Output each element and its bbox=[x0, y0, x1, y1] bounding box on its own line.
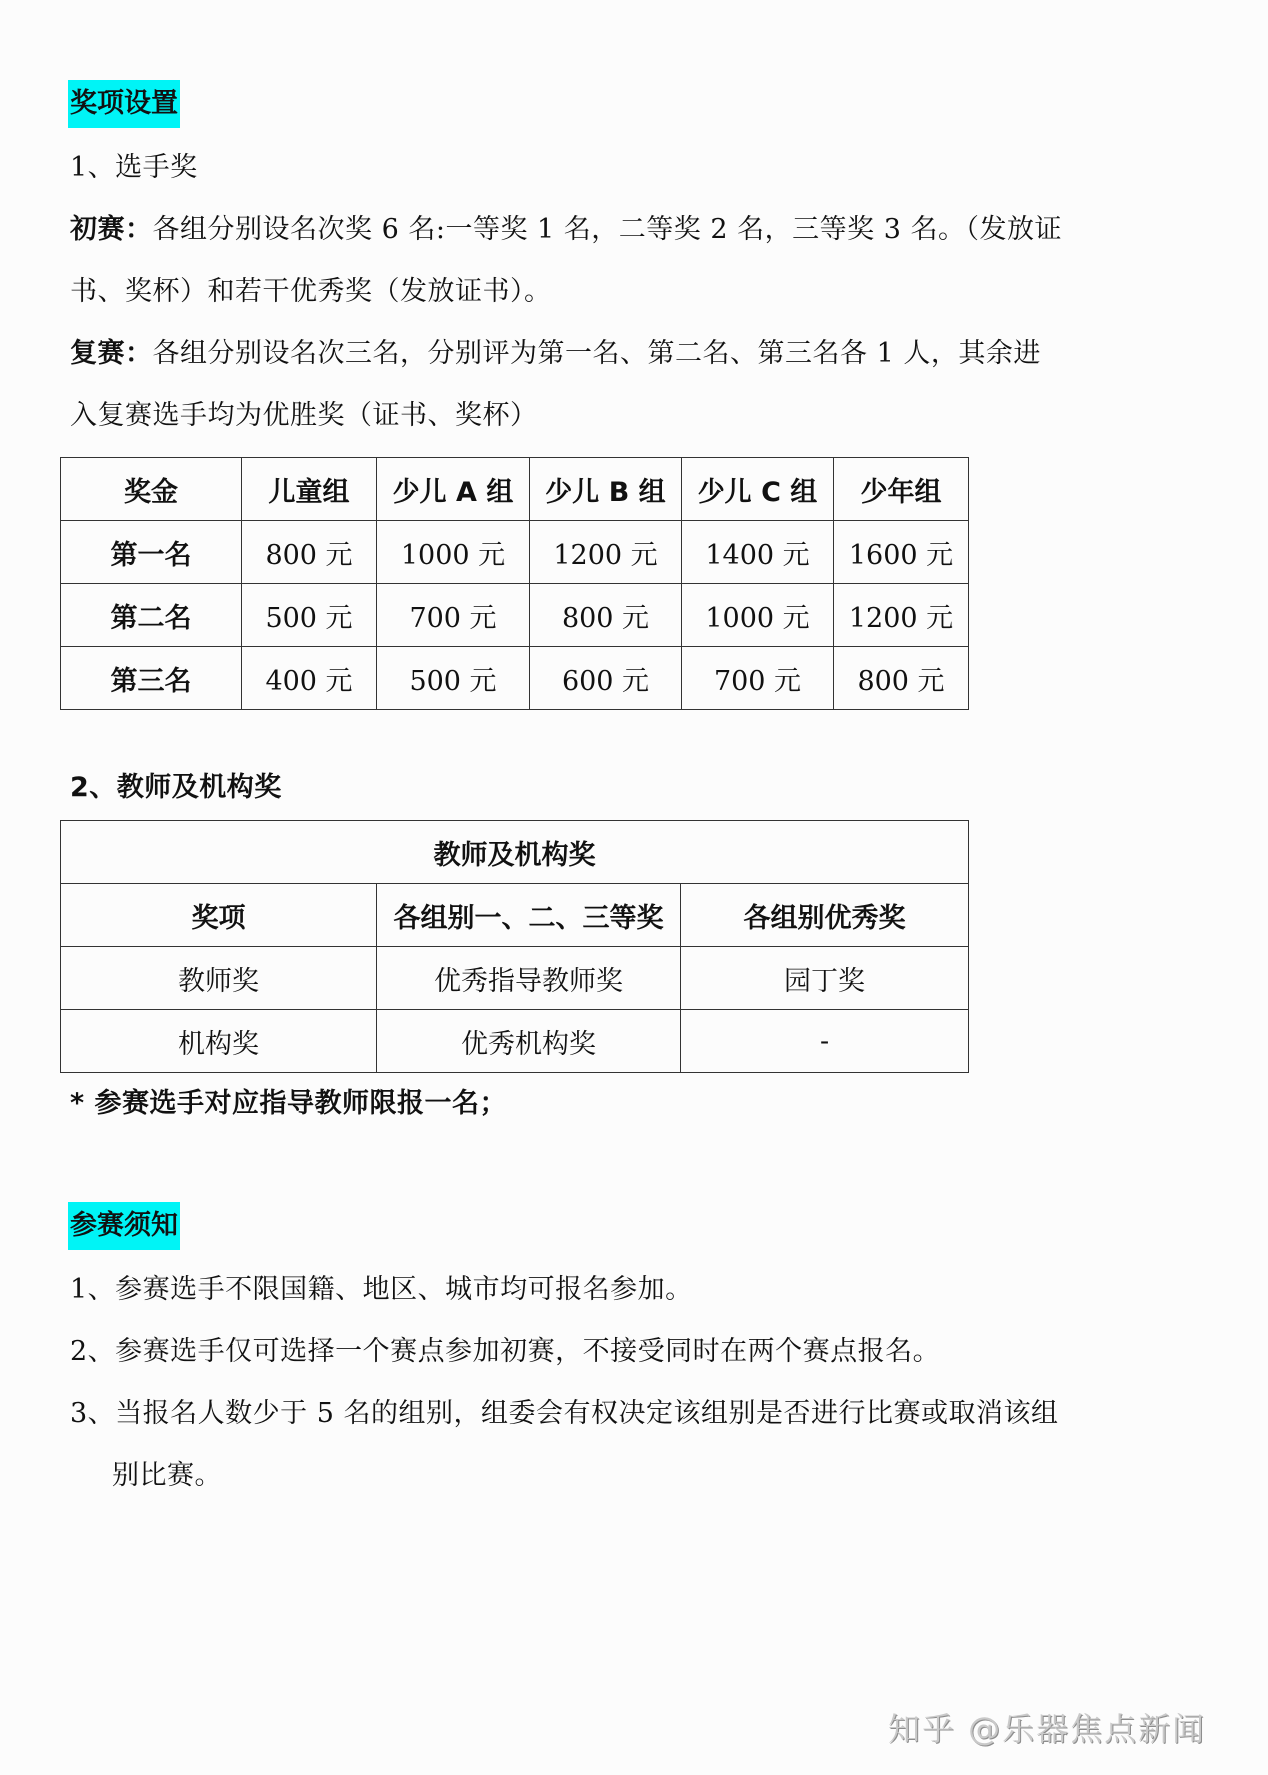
prize-cell: 1000 元 bbox=[377, 521, 530, 584]
rematch-text: 各组分别设名次三名，分别评为第一名、第二名、第三名各 1 人，其余进 bbox=[152, 338, 1041, 369]
teacher-table-header-row bbox=[61, 884, 969, 947]
table-row bbox=[61, 1010, 969, 1073]
award-type-cell: 教师奖 bbox=[61, 947, 377, 1010]
prize-cell: 1600 元 bbox=[834, 521, 969, 584]
prize-cell: 700 元 bbox=[682, 647, 834, 710]
prize-header-cell: 少儿 A 组 bbox=[377, 458, 530, 521]
teacher-limit-note: * 参赛选手对应指导教师限报一名； bbox=[70, 1088, 508, 1119]
award-type-cell: 机构奖 bbox=[61, 1010, 377, 1073]
prize-cell: 1200 元 bbox=[530, 521, 682, 584]
prize-cell: 400 元 bbox=[242, 647, 377, 710]
prize-header-cell: 少儿 C 组 bbox=[682, 458, 834, 521]
rematch-paragraph-line2: 入复赛选手均为优胜奖（证书、奖杯） bbox=[70, 400, 538, 431]
preliminary-paragraph-line1 bbox=[70, 210, 1062, 250]
notice-item: 3、当报名人数少于 5 名的组别，组委会有权决定该组别是否进行比赛或取消该组 bbox=[70, 1398, 1059, 1429]
rank-cell: 第二名 bbox=[61, 584, 242, 647]
teacher-table-title-row bbox=[61, 821, 969, 884]
rank-cell: 第三名 bbox=[61, 647, 242, 710]
prize-header-cell: 少年组 bbox=[834, 458, 969, 521]
teacher-award-table bbox=[60, 820, 969, 1073]
notice-item-continuation: 别比赛。 bbox=[112, 1460, 222, 1491]
award-cell: - bbox=[681, 1010, 969, 1073]
teacher-header-cell: 奖项 bbox=[61, 884, 377, 947]
prize-cell: 600 元 bbox=[530, 647, 682, 710]
notice-item: 2、参赛选手仅可选择一个赛点参加初赛，不接受同时在两个赛点报名。 bbox=[70, 1336, 941, 1367]
prize-cell: 500 元 bbox=[377, 647, 530, 710]
award-cell: 园丁奖 bbox=[681, 947, 969, 1010]
prize-cell: 800 元 bbox=[242, 521, 377, 584]
prize-table bbox=[60, 457, 969, 710]
prize-cell: 1000 元 bbox=[682, 584, 834, 647]
table-row bbox=[61, 584, 969, 647]
rematch-label: 复赛： bbox=[70, 338, 153, 369]
notice-section-heading: 参赛须知 bbox=[68, 1202, 180, 1250]
prize-cell: 800 元 bbox=[834, 647, 969, 710]
prize-header-cell: 少儿 B 组 bbox=[530, 458, 682, 521]
table-row bbox=[61, 647, 969, 710]
prize-header-cell: 儿童组 bbox=[242, 458, 377, 521]
teacher-award-heading: 2、教师及机构奖 bbox=[70, 772, 282, 803]
prize-cell: 800 元 bbox=[530, 584, 682, 647]
teacher-header-cell: 各组别优秀奖 bbox=[681, 884, 969, 947]
rank-cell: 第一名 bbox=[61, 521, 242, 584]
table-row bbox=[61, 947, 969, 1010]
table-row bbox=[61, 521, 969, 584]
award-cell: 优秀指导教师奖 bbox=[377, 947, 681, 1010]
teacher-header-cell: 各组别一、二、三等奖 bbox=[377, 884, 681, 947]
preliminary-paragraph-line2: 书、奖杯）和若干优秀奖（发放证书）。 bbox=[70, 276, 552, 307]
preliminary-label: 初赛： bbox=[70, 214, 153, 245]
preliminary-text: 各组分别设名次奖 6 名:一等奖 1 名，二等奖 2 名，三等奖 3 名。（发放证 bbox=[152, 214, 1062, 245]
prize-cell: 500 元 bbox=[242, 584, 377, 647]
zhihu-watermark: 知乎 @乐器焦点新闻 bbox=[888, 1710, 1207, 1748]
notice-item: 1、参赛选手不限国籍、地区、城市均可报名参加。 bbox=[70, 1274, 693, 1305]
award-cell: 优秀机构奖 bbox=[377, 1010, 681, 1073]
prize-cell: 1200 元 bbox=[834, 584, 969, 647]
teacher-table-title: 教师及机构奖 bbox=[61, 821, 969, 884]
prize-cell: 1400 元 bbox=[682, 521, 834, 584]
awards-section-heading: 奖项设置 bbox=[68, 80, 180, 128]
prize-table-header-row bbox=[61, 458, 969, 521]
prize-header-cell: 奖金 bbox=[61, 458, 242, 521]
rematch-paragraph-line1 bbox=[70, 334, 1041, 374]
prize-cell: 700 元 bbox=[377, 584, 530, 647]
player-award-heading: 1、选手奖 bbox=[70, 152, 198, 183]
